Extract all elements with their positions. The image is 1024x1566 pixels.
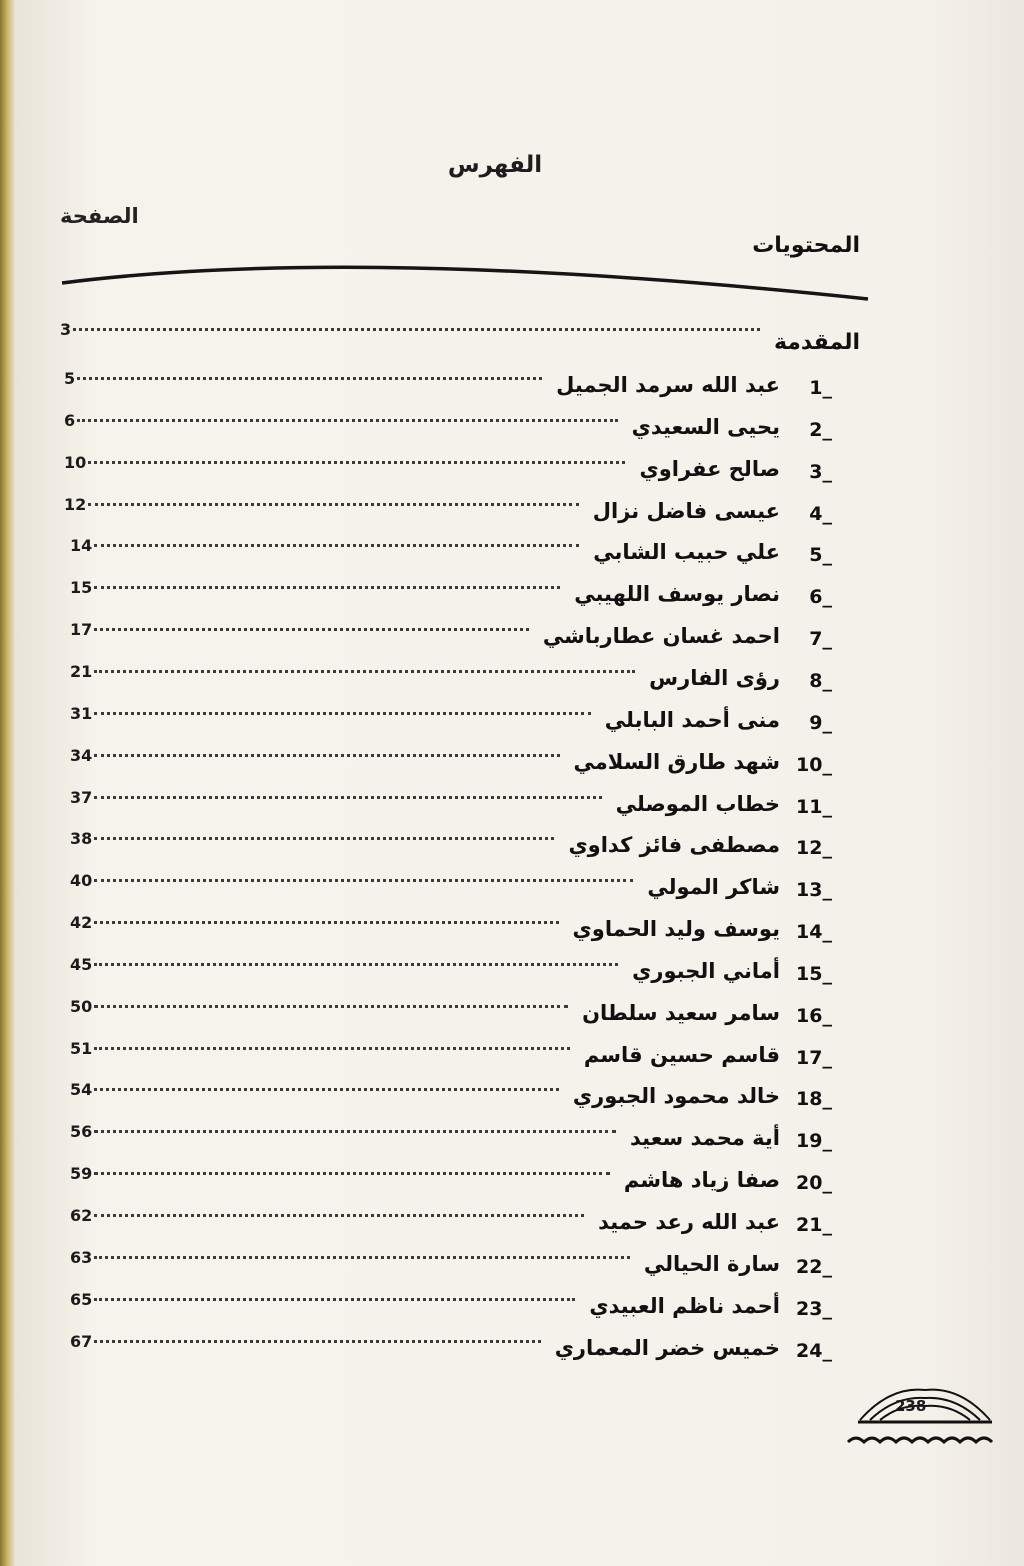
leader-dots: [94, 748, 559, 757]
toc-row[interactable]: [60, 784, 860, 820]
toc-row[interactable]: [60, 951, 860, 987]
toc-entry-name: خميس خضر المعماري: [554, 1335, 780, 1360]
toc-page-number: 62: [70, 1206, 93, 1225]
toc-row[interactable]: [60, 1035, 860, 1071]
toc-row[interactable]: [60, 1328, 860, 1364]
toc-row[interactable]: [60, 1160, 860, 1196]
toc-entry-index: 23_: [796, 1297, 832, 1320]
toc-row[interactable]: [60, 700, 860, 736]
toc-entry-name: أماني الجبوري: [632, 958, 780, 983]
leader-dots: [94, 706, 591, 715]
leader-dots: [73, 322, 760, 331]
toc-page-number: 17: [70, 620, 93, 640]
toc-entry-name: صفا زياد هاشم: [623, 1168, 780, 1193]
toc-entry-index: 16_: [796, 1004, 832, 1027]
toc-entry-index: 10_: [796, 753, 832, 776]
leader-dots: [94, 873, 633, 882]
toc-page-number: 31: [70, 703, 93, 723]
toc-entry-index: 24_: [796, 1339, 832, 1362]
toc-entry-index: 13_: [796, 879, 832, 902]
toc-page-number: 5: [64, 369, 76, 388]
toc-page-number: 65: [70, 1289, 93, 1309]
toc-row[interactable]: [60, 1076, 860, 1112]
leader-dots: [94, 1250, 630, 1259]
toc-row[interactable]: [60, 825, 860, 861]
toc-page-number: 56: [70, 1122, 93, 1142]
toc-page-number: 37: [70, 787, 93, 807]
toc-row[interactable]: [60, 491, 860, 527]
toc-entry-name: قاسم حسين قاسم: [583, 1042, 780, 1067]
leader-dots: [94, 957, 618, 966]
leader-dots: [88, 497, 579, 506]
toc-page-number: 51: [70, 1038, 93, 1058]
toc-entry-name: نصار يوسف اللهيبي: [574, 582, 780, 607]
toc-entry-name: شهد طارق السلامي: [573, 749, 780, 774]
toc-row[interactable]: [60, 909, 860, 945]
toc-page-number: 34: [70, 745, 93, 765]
toc-entry-index: 4_: [809, 502, 832, 525]
toc-entry-name: أية محمد سعيد: [630, 1126, 780, 1151]
toc-entry-name: منى أحمد البابلي: [604, 707, 780, 732]
toc-entry-index: 17_: [796, 1046, 832, 1069]
page-column-header: الصفحة: [60, 204, 139, 228]
toc-entry-index: 14_: [796, 921, 832, 944]
leader-dots: [94, 580, 560, 589]
leader-dots: [94, 831, 554, 840]
toc-entry-index: 8_: [809, 669, 832, 692]
toc-page-number: 54: [70, 1080, 93, 1100]
toc-entry-name: شاكر المولي: [647, 875, 780, 900]
toc-entry-index: 18_: [796, 1088, 832, 1111]
toc-entry-name: سامر سعيد سلطان: [582, 1000, 780, 1025]
toc-row[interactable]: [60, 1118, 860, 1154]
toc-page-number: 6: [64, 410, 76, 430]
leader-dots: [94, 1208, 584, 1217]
leader-dots: [94, 1082, 559, 1091]
toc-entry-name: يوسف وليد الحماوي: [572, 917, 780, 942]
toc-page-number: 12: [64, 494, 87, 514]
toc-row[interactable]: [60, 532, 860, 568]
toc-page-number: 40: [70, 871, 93, 891]
toc-page-number: 38: [70, 829, 93, 849]
toc-entry-name: علي حبيب الشابي: [593, 540, 780, 565]
contents-column-header: المحتويات: [752, 233, 860, 258]
toc-row[interactable]: [60, 658, 860, 694]
toc-entry-index: 9_: [809, 711, 832, 734]
toc-page-number: 67: [70, 1331, 93, 1351]
leader-dots: [94, 622, 529, 631]
toc-entry-name: يحيى السعيدي: [631, 414, 780, 439]
toc-page-number: 42: [70, 913, 93, 933]
toc-entry-name: أحمد ناظم العبيدي: [589, 1293, 780, 1318]
leader-dots: [94, 538, 579, 547]
toc-page-number: 21: [70, 661, 93, 681]
leader-dots: [94, 1041, 570, 1050]
toc-entry-index: 1_: [809, 377, 832, 399]
leader-dots: [94, 664, 635, 673]
leader-dots: [94, 790, 601, 799]
toc-entry-index: 2_: [809, 418, 832, 441]
toc-entry-name: رؤى الفارس: [649, 665, 780, 690]
toc-page-number: 14: [70, 536, 93, 556]
toc-row[interactable]: [60, 407, 860, 443]
toc-entry-index: 20_: [796, 1172, 832, 1195]
toc-row[interactable]: [60, 365, 860, 401]
toc-entry-index: 3_: [809, 460, 832, 483]
toc-entry-name: صالح عفراوي: [639, 456, 780, 481]
leader-dots: [94, 1166, 610, 1175]
toc-entry-index: 22_: [796, 1255, 832, 1278]
toc-entry-name: عبد الله رعد حميد: [598, 1210, 780, 1234]
toc-entry-label: المقدمة: [773, 330, 860, 355]
folio-page-number: 238: [895, 1397, 927, 1415]
leader-dots: [88, 455, 625, 464]
toc-row[interactable]: [60, 993, 860, 1029]
leader-dots: [94, 1124, 616, 1133]
toc-entry-name: خالد محمود الجبوري: [572, 1084, 780, 1109]
toc-entry-index: 6_: [809, 586, 832, 609]
toc-entry-name: احمد غسان عطارباشي: [542, 624, 780, 649]
toc-entry-index: 7_: [809, 628, 832, 651]
toc-page-number: 15: [70, 578, 93, 598]
toc-row[interactable]: [60, 449, 860, 485]
toc-page-number: 3: [60, 320, 72, 339]
toc-entry-name: خطاب الموصلي: [615, 791, 780, 816]
toc-row[interactable]: [60, 1286, 860, 1322]
leader-dots: [94, 999, 568, 1008]
toc-row[interactable]: [60, 1244, 860, 1280]
page-title: الفهرس: [447, 152, 543, 178]
toc-entry-index: 11_: [796, 795, 832, 818]
toc-entry-name: سارة الحيالي: [643, 1251, 780, 1276]
toc-entry-index: 15_: [796, 962, 832, 985]
leader-dots: [94, 1292, 575, 1301]
toc-page-number: 63: [70, 1247, 93, 1267]
leader-dots: [94, 915, 558, 924]
toc-row[interactable]: [60, 1202, 860, 1238]
toc-page-number: 10: [64, 452, 87, 472]
page-ornament: [840, 1382, 1010, 1462]
toc-row[interactable]: [60, 742, 860, 778]
toc-page-number: 50: [70, 996, 93, 1016]
toc-entry-index: 19_: [796, 1130, 832, 1153]
leader-dots: [94, 1334, 540, 1343]
toc-entry-name: عيسى فاضل نزال: [592, 498, 780, 523]
toc-entry-name: عبد الله سرمد الجميل: [556, 373, 780, 397]
leader-dots: [77, 413, 617, 422]
toc-entry-index: 12_: [796, 837, 832, 860]
toc-page-number: 59: [70, 1164, 93, 1184]
toc-page-number: 45: [70, 954, 93, 974]
toc-row[interactable]: [60, 867, 860, 903]
toc-entry-index: 5_: [809, 544, 832, 567]
toc-row[interactable]: [60, 616, 860, 652]
toc-entry-name: مصطفى فائز كداوي: [568, 833, 780, 858]
leader-dots: [77, 371, 542, 380]
toc-row[interactable]: [60, 574, 860, 610]
toc-row-intro[interactable]: [60, 316, 860, 355]
toc-entry-index: 21_: [796, 1214, 832, 1236]
